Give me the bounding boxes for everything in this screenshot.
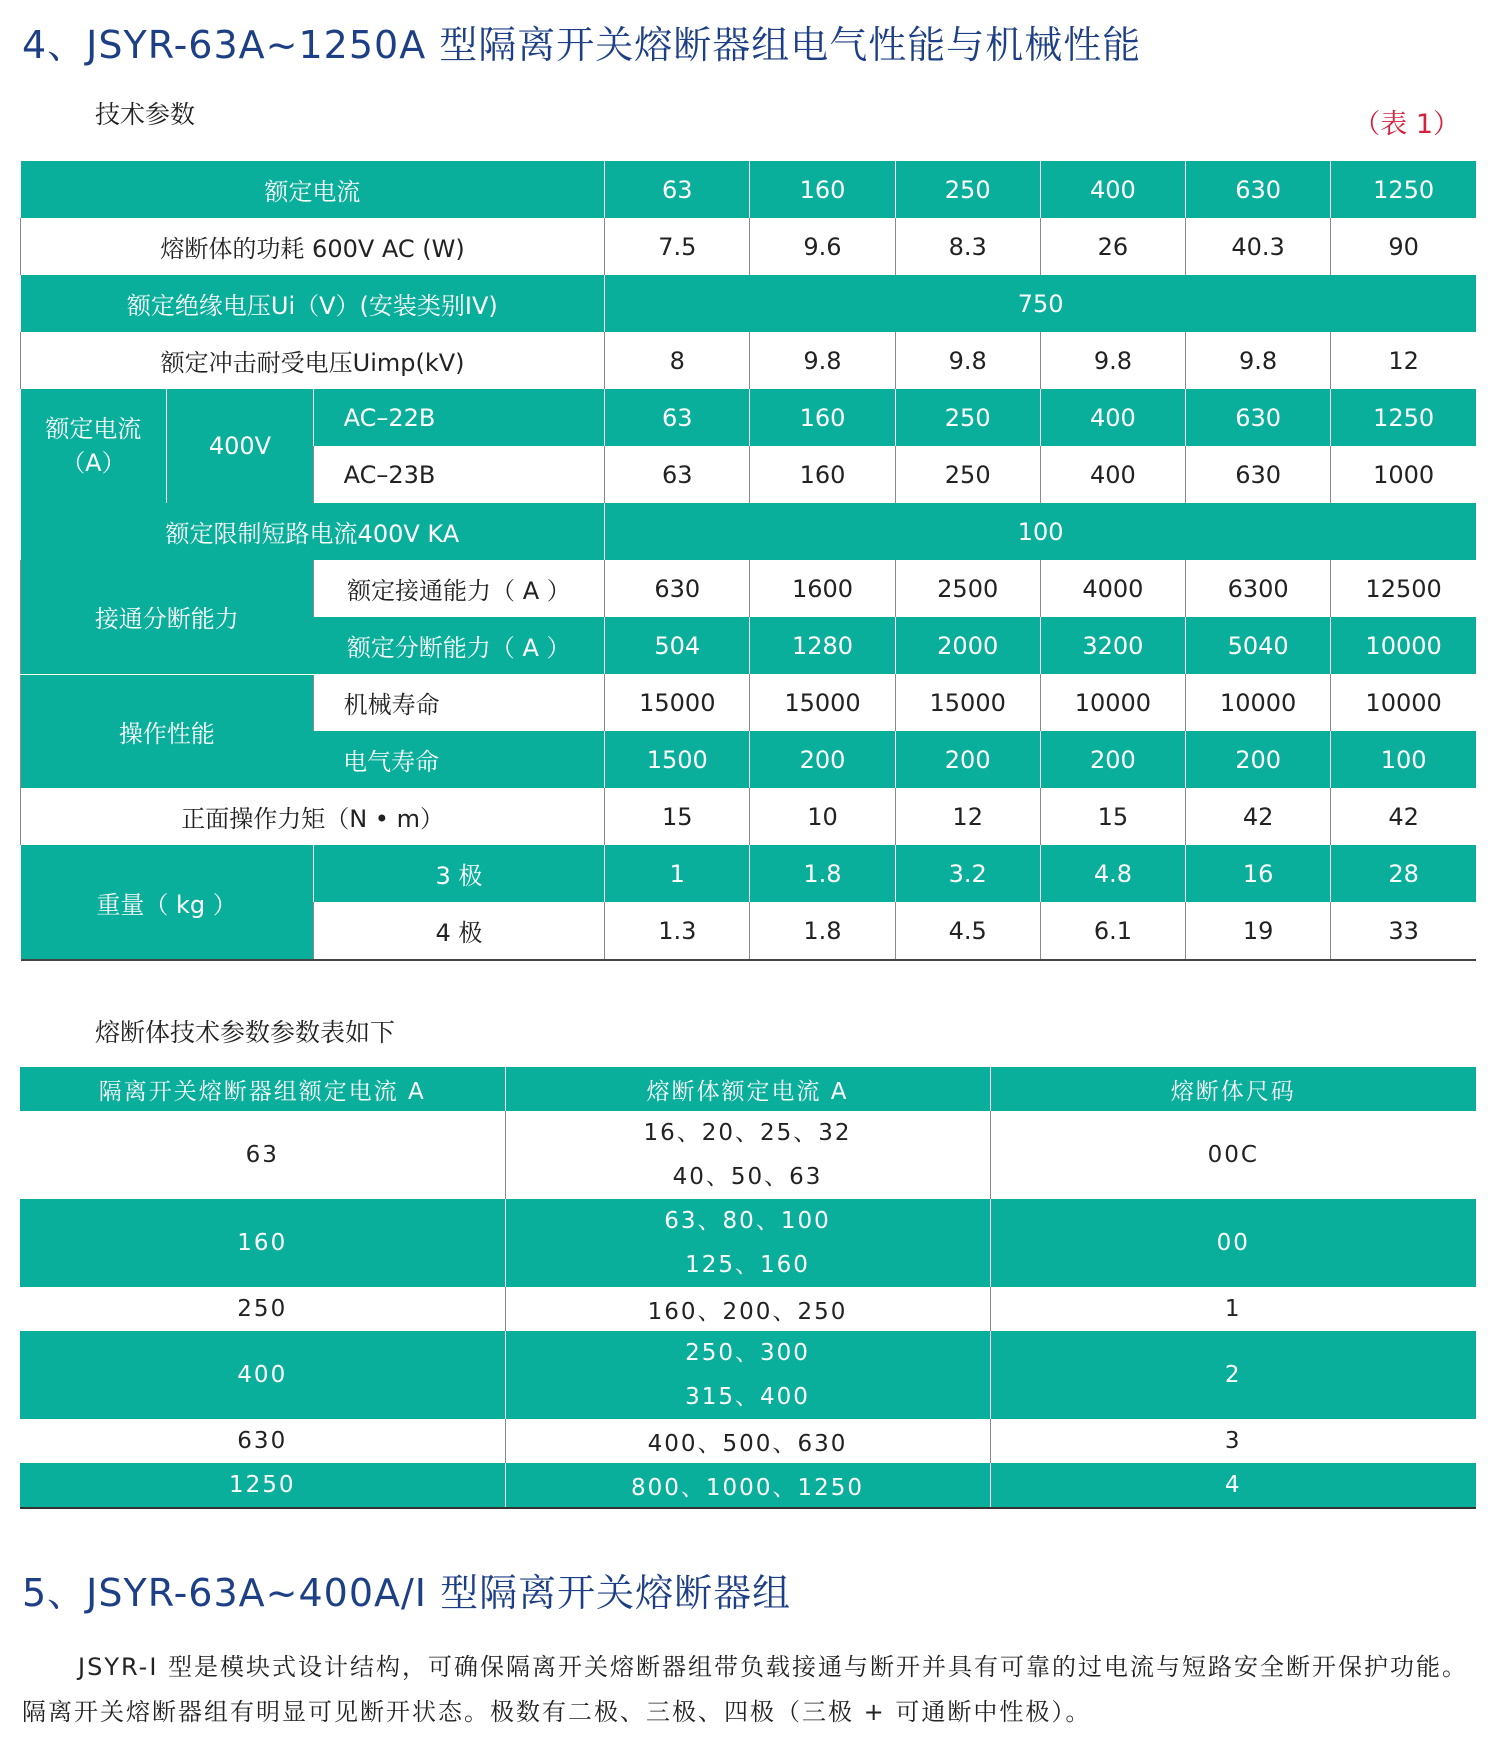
cell: 12: [1331, 332, 1476, 389]
tech-params-table: [20, 161, 1476, 961]
cell: 10000: [1331, 674, 1476, 731]
cell: 4.5: [895, 902, 1040, 960]
cell: [505, 1331, 990, 1419]
cell: 1600: [750, 560, 895, 617]
cell: 200: [1186, 731, 1331, 788]
cell: 250: [895, 161, 1040, 218]
column-header: 隔离开关熔断器组额定电流 A: [98, 1078, 426, 1105]
cell: [505, 1199, 990, 1287]
cell: 00: [990, 1199, 1476, 1287]
cell: 400: [1040, 389, 1185, 446]
cell: 7.5: [605, 218, 750, 275]
table-row: [20, 1111, 1476, 1199]
cell: 33: [1331, 902, 1476, 960]
cell: 630: [1186, 161, 1331, 218]
row-label: 熔断体的功耗 600V AC (W): [21, 218, 605, 275]
cell: 400、500、630: [505, 1419, 990, 1463]
cell: 3200: [1040, 617, 1185, 674]
row-group-label: 重量（ kg ）: [21, 845, 314, 960]
cell: 1.8: [750, 902, 895, 960]
cell: 15: [605, 788, 750, 845]
cell: 200: [895, 731, 1040, 788]
cell: 100: [605, 503, 1476, 560]
table-row: [21, 788, 1477, 845]
cell: 4.8: [1040, 845, 1185, 902]
cell: 200: [1040, 731, 1185, 788]
table-row: [21, 161, 1477, 218]
cell: 250: [895, 389, 1040, 446]
cell: 19: [1186, 902, 1331, 960]
cell: 160: [750, 161, 895, 218]
row-group-label: 操作性能: [21, 674, 314, 788]
cell: 750: [605, 275, 1476, 332]
cell: 160: [750, 446, 895, 503]
cell: 1: [605, 845, 750, 902]
cell: [505, 1111, 990, 1199]
cell: 10: [750, 788, 895, 845]
cell: 250: [895, 446, 1040, 503]
cell: 160: [750, 389, 895, 446]
cell: 15: [1040, 788, 1185, 845]
row-label: 额定分断能力（ A ）: [346, 634, 571, 662]
table-row: [20, 1419, 1476, 1463]
cell: 1250: [1331, 389, 1476, 446]
cell: 4: [990, 1463, 1476, 1508]
row-group-label: 400V: [167, 389, 313, 503]
cell: 1280: [750, 617, 895, 674]
tech-params-label: 技术参数: [95, 100, 196, 129]
table-row: [21, 218, 1477, 275]
fuse-line: 63、80、100: [664, 1208, 831, 1234]
cell: 12: [895, 788, 1040, 845]
cell: 6300: [1186, 560, 1331, 617]
cell: 26: [1040, 218, 1185, 275]
cell: 15000: [605, 674, 750, 731]
cell: 10000: [1040, 674, 1185, 731]
cell: 8: [605, 332, 750, 389]
cell: 15000: [895, 674, 1040, 731]
cell: 42: [1331, 788, 1476, 845]
cell: 00C: [990, 1111, 1476, 1199]
cell: 1250: [20, 1463, 505, 1508]
section-4-title: 4、JSYR-63A~1250A 型隔离开关熔断器组电气性能与机械性能: [22, 23, 1142, 67]
cell: 1.8: [750, 845, 895, 902]
table-row: [20, 1199, 1476, 1287]
fuse-line: 40、50、63: [672, 1164, 823, 1190]
cell: 2000: [895, 617, 1040, 674]
cell: 2: [990, 1331, 1476, 1419]
fuse-params-table: [20, 1067, 1476, 1509]
cell: 9.8: [1040, 332, 1185, 389]
row-group-label: 额定电流（A）: [21, 389, 167, 503]
cell: 3.2: [895, 845, 1040, 902]
table-row: [21, 275, 1477, 332]
cell: 9.8: [750, 332, 895, 389]
row-label: 4 极: [313, 902, 605, 960]
fuse-line: 315、400: [685, 1384, 810, 1410]
cell: 1250: [1331, 161, 1476, 218]
fuse-table-label: 熔断体技术参数参数表如下: [95, 1018, 396, 1047]
cell: 630: [605, 560, 750, 617]
row-label: AC–22B: [313, 389, 605, 446]
cell: 90: [1331, 218, 1476, 275]
row-group-label: 接通分断能力: [21, 560, 314, 674]
cell: 800、1000、1250: [505, 1463, 990, 1508]
row-label: 3 极: [313, 845, 605, 902]
cell: 5040: [1186, 617, 1331, 674]
cell: 63: [605, 389, 750, 446]
table-header-row: [20, 1067, 1476, 1111]
table-row: [21, 503, 1477, 560]
row-label: 额定冲击耐受电压Uimp(kV): [21, 332, 605, 389]
cell: 10000: [1331, 617, 1476, 674]
cell: 2500: [895, 560, 1040, 617]
column-header: 熔断体尺码: [990, 1067, 1476, 1111]
cell: 160、200、250: [505, 1287, 990, 1331]
section-5-title: 5、JSYR-63A~400A/I 型隔离开关熔断器组: [22, 1571, 792, 1615]
cell: 10000: [1186, 674, 1331, 731]
cell: 1.3: [605, 902, 750, 960]
table-row: [21, 389, 1477, 446]
cell: 630: [1186, 389, 1331, 446]
column-header: 熔断体额定电流 A: [505, 1067, 990, 1111]
row-label: 机械寿命: [313, 674, 605, 731]
section-5-paragraph: JSYR-I 型是模块式设计结构，可确保隔离开关熔断器组带负载接通与断开并具有可靠的过电流与短路安全断开保护功能。隔离开关熔断器组有明显可见断开状态。极数有二极、三极、四极（三极 + 可通断中性极）。: [22, 1653, 1469, 1726]
row-label: 电气寿命: [343, 748, 440, 776]
row-label: 额定限制短路电流400V KA: [165, 520, 460, 548]
cell: 28: [1331, 845, 1476, 902]
cell: 9.6: [750, 218, 895, 275]
row-label: 额定接通能力（ A ）: [313, 560, 605, 617]
cell: 250: [237, 1296, 288, 1322]
cell: 9.8: [895, 332, 1040, 389]
row-label: 额定绝缘电压Ui（V）(安装类别IV): [126, 292, 498, 320]
table-row: [21, 332, 1477, 389]
table-row: [21, 674, 1477, 731]
cell: 63: [605, 161, 750, 218]
fuse-line: 250、300: [685, 1340, 810, 1366]
cell: 4000: [1040, 560, 1185, 617]
cell: 1000: [1331, 446, 1476, 503]
table-number: （表 1）: [1353, 109, 1460, 140]
cell: 63: [605, 446, 750, 503]
row-label: 正面操作力矩（N • m）: [21, 788, 605, 845]
cell: 3: [990, 1419, 1476, 1463]
cell: 1: [990, 1287, 1476, 1331]
cell: 16: [1186, 845, 1331, 902]
table-row: [20, 1287, 1476, 1331]
table-row: [20, 1331, 1476, 1419]
fuse-line: 125、160: [685, 1252, 810, 1278]
cell: 400: [237, 1362, 288, 1388]
cell: 9.8: [1186, 332, 1331, 389]
table-row: [20, 1463, 1476, 1508]
cell: 40.3: [1186, 218, 1331, 275]
fuse-line: 16、20、25、32: [643, 1120, 852, 1146]
cell: 6.1: [1040, 902, 1185, 960]
cell: 8.3: [895, 218, 1040, 275]
cell: 400: [1040, 446, 1185, 503]
row-label: AC–23B: [313, 446, 605, 503]
table-row: [21, 560, 1477, 617]
cell: 63: [245, 1142, 279, 1168]
cell: 630: [237, 1428, 288, 1454]
table-row: [21, 845, 1477, 902]
cell: 400: [1040, 161, 1185, 218]
cell: 1500: [605, 731, 750, 788]
cell: 504: [605, 617, 750, 674]
row-label: 额定电流: [264, 178, 361, 206]
cell: 160: [237, 1230, 288, 1256]
cell: 200: [750, 731, 895, 788]
cell: 12500: [1331, 560, 1476, 617]
cell: 630: [1186, 446, 1331, 503]
cell: 42: [1186, 788, 1331, 845]
cell: 100: [1331, 731, 1476, 788]
cell: 15000: [750, 674, 895, 731]
